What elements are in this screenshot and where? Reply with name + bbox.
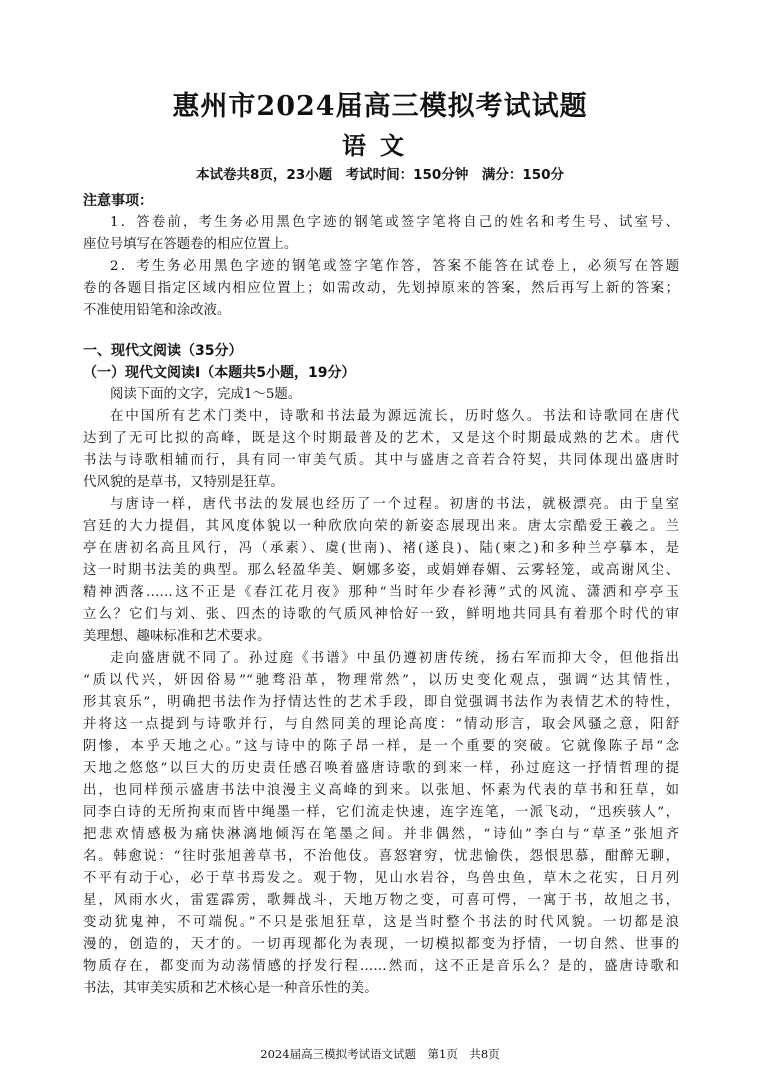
- passage-line: 不平有动于心，必于草书焉发之。观于物，见山水岩谷，鸟兽虫鱼，草木之花实，日月列: [83, 871, 679, 886]
- exam-content: [83, 190, 679, 1000]
- passage-line: “质以代兴，妍因俗易”“驰骛沿革，物理常然”，以历史变化观点，强调“达其情性，: [83, 673, 679, 688]
- notice-line: 座位号填写在答题卷的相应位置上。: [83, 237, 298, 252]
- passage-line: 走向盛唐就不同了。孙过庭《书谱》中虽仍遵初唐传统，扬右军而抑大令，但他指出: [110, 651, 679, 666]
- passage-line: 同李白诗的无所拘束而皆中绳墨一样，它们流走快速，连字连笔，一派飞动，“迅疾骇人”，: [83, 805, 679, 820]
- section-heading: 一、现代文阅读（35分）: [83, 343, 243, 359]
- notice-line: 1．答卷前，考生务必用黑色字迹的钢笔或签字笔将自己的姓名和考生号、试室号、: [110, 215, 679, 230]
- passage-line: 并将这一点提到与诗歌并行，与自然同美的理论高度：“情动形言，取会风骚之意，阳舒: [83, 717, 679, 732]
- passage-line: 立么？它们与刘、张、四杰的诗歌的气质风神恰好一致，鲜明地共同具有着那个时代的审: [83, 607, 679, 622]
- subject-title: 语文: [342, 131, 418, 160]
- passage-line: 变动犹鬼神，不可端倪。”不只是张旭狂草，这是当时整个书法的时代风貌。一切都是浪: [83, 915, 679, 930]
- passage-line: 这一时期书法美的典型。那么轻盈华美、婀娜多姿，或娟婵春媚、云雾轻笼，或高谢风尘、: [83, 563, 679, 578]
- spacer: [83, 322, 679, 340]
- passage-line: 在中国所有艺术门类中，诗歌和书法最为源远流长，历时悠久。书法和诗歌同在唐代: [110, 409, 679, 424]
- notice-line: 不准使用铅笔和涂改液。: [83, 303, 231, 318]
- passage-line: 形其哀乐”，明确把书法作为抒情达性的艺术手段，即自觉强调书法作为表情艺术的特性，: [83, 695, 679, 710]
- passage-line: 出，也同样预示盛唐书法中浪漫主义高峰的到来。以张旭、怀素为代表的草书和狂草，如: [83, 783, 679, 798]
- page-footer: 2024届高三模拟考试语文试题 第1页 共8页: [260, 1047, 500, 1061]
- passage-line: 漫的，创造的，天才的。一切再现都化为表现，一切模拟都变为抒情，一切自然、世事的: [83, 937, 679, 952]
- passage-line: 天地之悠悠”以巨大的历史责任感召唤着盛唐诗歌的到来一样，孙过庭这一抒情哲理的提: [83, 761, 679, 776]
- passage-line: 名。韩愈说：“往时张旭善草书，不治他伎。喜怒窘穷，忧悲愉佚，怨恨思慕，酣醉无聊，: [83, 849, 679, 864]
- passage-line: 书法，其审美实质和艺术核心是一种音乐性的美。: [83, 981, 378, 996]
- sub-section-heading: （一）现代文阅读Ⅰ（本题共5小题，19分）: [83, 365, 356, 381]
- passage-line: 与唐诗一样，唐代书法的发展也经历了一个过程。初唐的书法，就极漂亮。由于皇室: [110, 497, 679, 512]
- reading-instruction: 阅读下面的文字，完成1～5题。: [110, 387, 302, 402]
- passage-line: 精神洒落……这不正是《春江花月夜》那种“当时年少春衫薄”式的风流、潇洒和亭亭玉: [83, 585, 679, 600]
- passage-line: 阴惨，本乎天地之心。”这与诗中的陈子昂一样，是一个重要的突破。它就像陈子昂“念: [83, 739, 679, 754]
- passage-line: 物质存在，都变而为动荡情感的抒发行程……然而，这不正是音乐么？是的，盛唐诗歌和: [83, 959, 679, 974]
- passage-line: 亭在唐初名高且风行，冯（承素）、虞(世南)、褚(遂良)、陆(柬之)和多种兰亭摹本，是: [83, 541, 679, 556]
- exam-title: 惠州市2024届高三模拟考试试题: [172, 91, 588, 122]
- exam-meta: 本试卷共8页，23小题 考试时间：150分钟 满分：150分: [195, 167, 565, 183]
- passage-line: 宫廷的大力提倡，其风度体貌以一种欣欣向荣的新姿态展现出来。唐太宗酷爱王羲之。兰: [83, 519, 679, 534]
- passage-line: 书法与诗歌相辅而行，具有同一审美气质。其中与盛唐之音若合符契，共同体现出盛唐时: [83, 453, 679, 468]
- passage-line: 美理想、趣味标准和艺术要求。: [83, 629, 271, 644]
- notice-heading: 注意事项：: [83, 193, 153, 209]
- passage-line: 把悲欢情感极为痛快淋漓地倾泻在笔墨之间。并非偶然，“诗仙”李白与“草圣”张旭齐: [83, 827, 679, 842]
- passage-line: 代风貌的是草书，又特别是狂草。: [83, 475, 284, 490]
- passage-line: 达到了无可比拟的高峰，既是这个时期最普及的艺术，又是这个时期最成熟的艺术。唐代: [83, 431, 679, 446]
- notice-line: 2．考生务必用黑色字迹的钢笔或签字笔作答，答案不能答在试卷上，必须写在答题: [110, 259, 679, 274]
- notice-line: 卷的各题目指定区域内相应位置上；如需改动，先划掉原来的答案，然后再写上新的答案；: [83, 281, 679, 296]
- passage-line: 星，风雨水火，雷霆霹雳，歌舞战斗，天地万物之变，可喜可愕，一寓于书，故旭之书，: [83, 893, 679, 908]
